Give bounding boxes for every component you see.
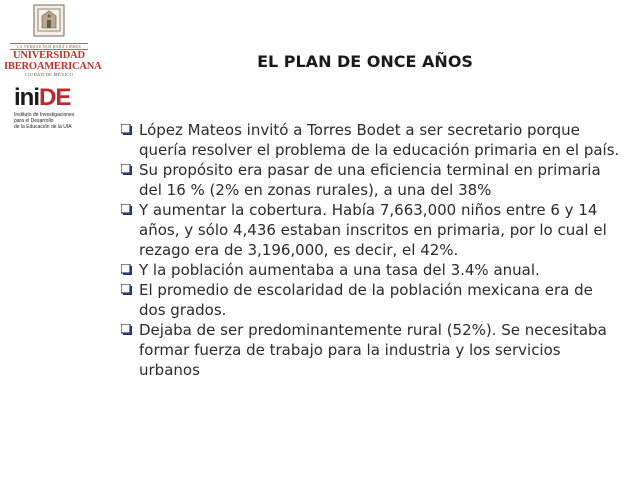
inide-subtitle-line: para el Desarrollo xyxy=(14,118,54,124)
bullet-text: Y la población aumentaba a una tasa del 3.4% anual. xyxy=(139,261,540,279)
logo-sidebar xyxy=(0,0,102,479)
bullet-text: Su propósito era pasar de una eficiencia terminal en primaria del 16 % (2% en zonas rurales), a una del 38% xyxy=(139,161,601,199)
bullet-item xyxy=(121,200,621,260)
bullet-text: Y aumentar la cobertura. Había 7,663,000 niños entre 6 y 14 años, y sólo 4,436 estaban inscritos en primaria, por lo cual el rezago era de 3,196,000, es decir, el 42%. xyxy=(139,201,607,259)
inide-subtitle-line: Instituto de Investigaciones xyxy=(14,112,75,118)
bullet-item xyxy=(121,280,621,320)
checkbox-bullet-icon xyxy=(121,124,132,135)
checkbox-bullet-icon xyxy=(121,284,132,295)
inide-word-black: ini xyxy=(14,84,39,111)
checkbox-bullet-icon xyxy=(121,164,132,175)
inide-subtitle xyxy=(14,112,94,130)
bullet-item xyxy=(121,260,621,280)
inide-subtitle-line: de la Educación de la UIA xyxy=(14,124,72,130)
bullet-item xyxy=(121,320,621,380)
checkbox-bullet-icon xyxy=(121,324,132,335)
bullet-text: El promedio de escolaridad de la población mexicana era de dos grados. xyxy=(139,281,593,319)
uia-logo xyxy=(4,4,102,77)
slide-title: EL PLAN DE ONCE AÑOS xyxy=(257,52,473,71)
uia-name-line1: UNIVERSIDAD xyxy=(13,50,85,61)
bullet-list xyxy=(121,120,621,380)
inide-word-red: DE xyxy=(39,84,71,111)
bullet-item xyxy=(121,160,621,200)
inide-wordmark xyxy=(14,86,94,110)
uia-name-line2: IBEROAMERICANA xyxy=(4,61,102,72)
uia-city: CIUDAD DE MÉXICO xyxy=(24,72,74,77)
bullet-text: López Mateos invitó a Torres Bodet a ser secretario porque quería resolver el problema de la educación primaria en el país. xyxy=(139,121,620,159)
checkbox-bullet-icon xyxy=(121,204,132,215)
inide-logo xyxy=(14,86,94,130)
uia-seal-icon xyxy=(30,4,68,38)
bullet-text: Dejaba de ser predominantemente rural (52%). Se necesitaba formar fuerza de trabajo para la industria y los servicios urbanos xyxy=(139,321,607,379)
uia-motto: LA VERDAD NOS HARÁ LIBRES xyxy=(10,43,88,50)
bullet-item xyxy=(121,120,621,160)
checkbox-bullet-icon xyxy=(121,264,132,275)
